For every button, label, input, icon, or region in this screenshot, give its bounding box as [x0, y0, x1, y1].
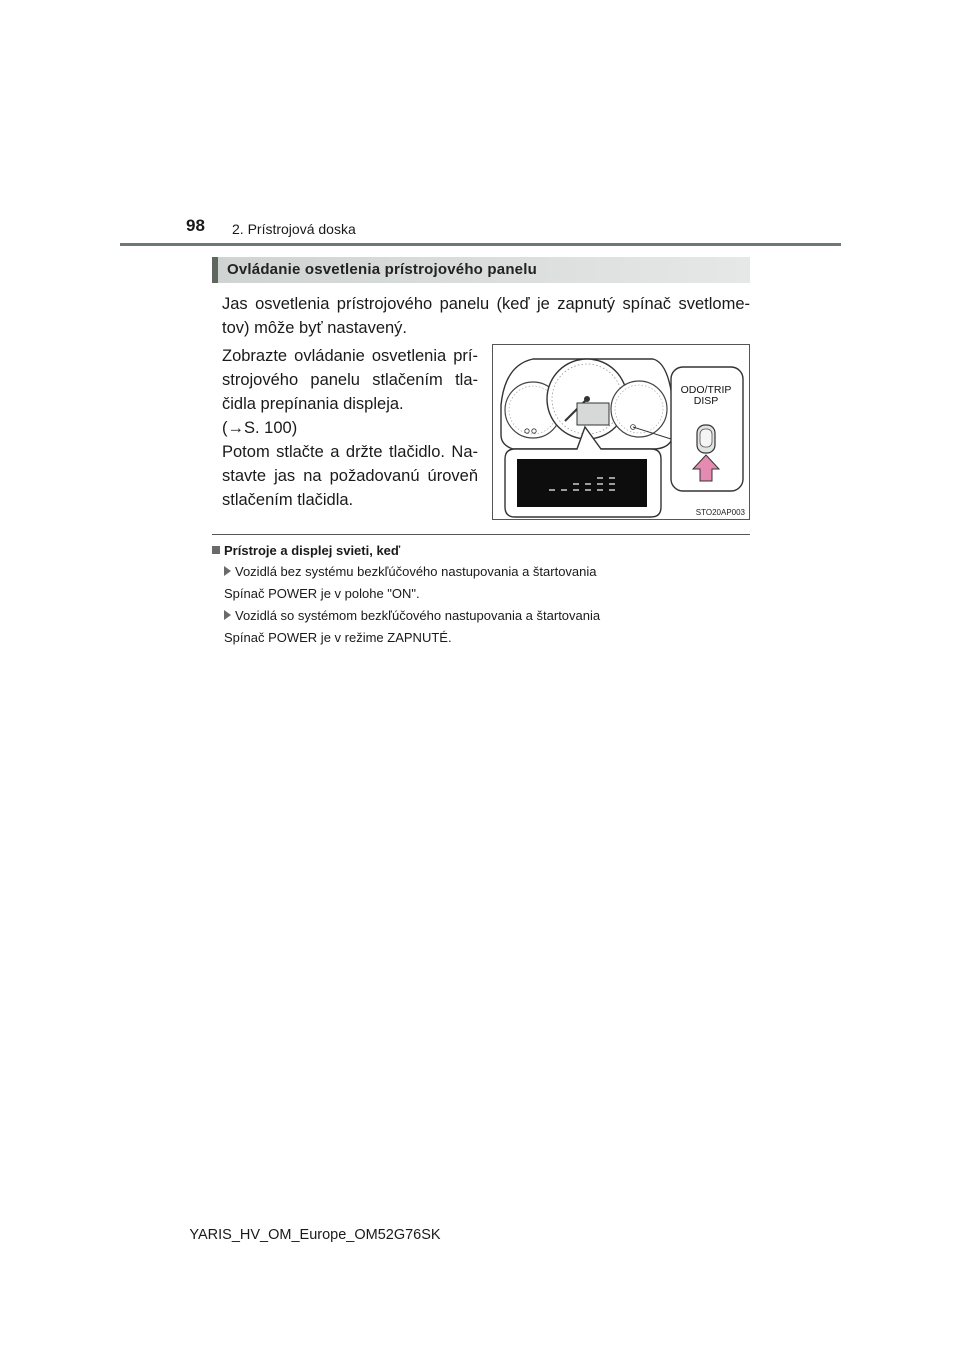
note-condition-1-text: Vozidlá bez systému bezkľúčového nastupovania a štartovania	[235, 564, 597, 579]
chapter-title: 2. Prístrojová doska	[232, 221, 356, 237]
separator-rule	[212, 534, 750, 535]
footer-doc-id: YARIS_HV_OM_Europe_OM52G76SK	[189, 1227, 441, 1243]
figure-code: STO20AP003	[695, 508, 745, 517]
header-rule	[120, 243, 841, 246]
note-condition-1	[224, 564, 597, 579]
note-condition-2	[224, 608, 600, 623]
triangle-bullet-icon	[224, 610, 231, 620]
instruction-step-2: Potom stlačte a držte tlačidlo. Na-stavte jas na požadovanú úroveň stlačením tlačidla.	[222, 443, 478, 509]
instrument-cluster-illustration-icon	[493, 345, 750, 520]
section-heading-bar	[212, 257, 750, 283]
section-title: Ovládanie osvetlenia prístrojového panelu	[227, 261, 537, 278]
button-label-line1: ODO/TRIP	[680, 384, 732, 396]
note-heading-text: Prístroje a displej svieti, keď	[224, 543, 401, 558]
page-reference: (→S. 100)	[222, 419, 298, 437]
odo-trip-button-label	[676, 385, 736, 407]
note-condition-2-text: Vozidlá so systémom bezkľúčového nastupovania a štartovania	[235, 608, 601, 623]
square-bullet-icon	[212, 546, 220, 554]
instruction-column	[222, 344, 478, 512]
intro-paragraph: Jas osvetlenia prístrojového panelu (keď je zapnutý spínač svetlome-tov) môže byť nastavený.	[222, 295, 750, 337]
note-heading	[212, 543, 400, 558]
button-label-line2: DISP	[693, 395, 719, 407]
note-text-2: Spínač POWER je v režime ZAPNUTÉ.	[224, 630, 452, 645]
triangle-bullet-icon	[224, 566, 231, 576]
instruction-step-1: Zobrazte ovládanie osvetlenia prí-strojového panelu stlačením tla-čidla prepínania displeja.	[222, 347, 478, 413]
instrument-cluster-figure	[492, 344, 750, 520]
note-text-1: Spínač POWER je v polohe "ON".	[224, 586, 420, 601]
page-number: 98	[186, 216, 205, 235]
